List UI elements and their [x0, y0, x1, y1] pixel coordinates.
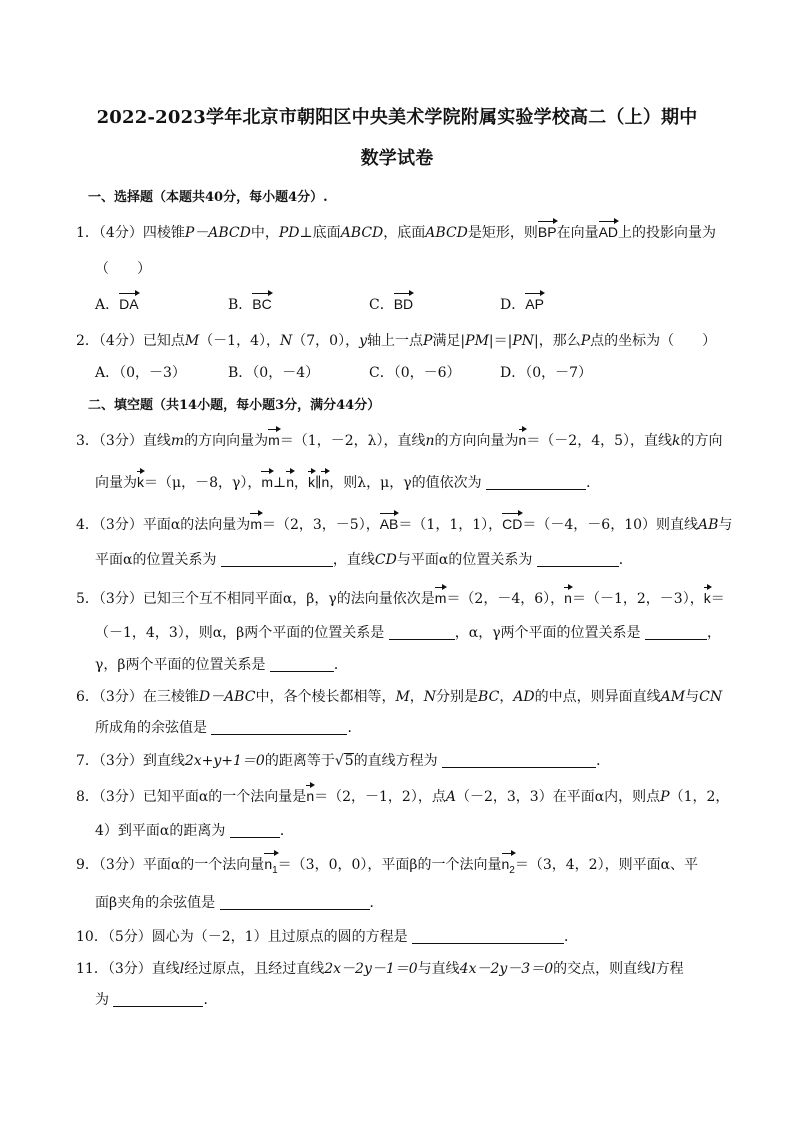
question-8-line2: 4）到平面α的距离为 ．	[95, 823, 294, 839]
answer-blank[interactable]	[486, 475, 586, 490]
q2-option-a[interactable]: A．（0，－3）	[95, 365, 186, 381]
answer-blank[interactable]	[220, 895, 370, 910]
answer-blank[interactable]	[412, 929, 564, 944]
vector-ad: AD	[598, 224, 619, 240]
question-6: 6．（3分）在三棱锥D－ABC中，各个棱长都相等，M，N分别是BC，AD的中点，则异面直线AM与CN	[76, 689, 723, 705]
section-choice-heading: 一、选择题（本题共40分，每小题4分）.	[88, 190, 328, 205]
answer-blank[interactable]	[270, 657, 334, 672]
question-4: 4．（3分）平面α的法向量为m＝（2，3，－5），AB＝（1，1，1），CD＝（－4，－6，10）则直线AB与	[76, 516, 733, 533]
answer-blank[interactable]	[221, 552, 333, 567]
answer-blank[interactable]	[389, 625, 455, 640]
answer-blank[interactable]	[230, 823, 280, 838]
question-9: 9．（3分）平面α的一个法向量$n_1=(3$，0，0），平面β的一个法向量$n_2=(3$，4，2），则平面α、平	[76, 856, 699, 876]
section-fill-heading: 二、填空题（共14小题，每小题3分，满分44分）	[88, 398, 381, 413]
q1-option-a[interactable]: A．DA	[95, 296, 139, 313]
exam-title-line2: 数学试卷	[360, 148, 434, 169]
q1-option-c[interactable]: C．BD	[369, 296, 414, 313]
answer-blank[interactable]	[645, 625, 707, 640]
answer-blank[interactable]	[211, 720, 347, 735]
question-9-line2: 面β夹角的余弦值是 ．	[95, 895, 384, 911]
question-1-paren: （ ）	[95, 261, 151, 277]
question-6-line2: 所成角的余弦值是 ．	[95, 720, 362, 736]
exam-title-line1: 2022-2023学年北京市朝阳区中央美术学院附属实验学校高二（上）期中	[96, 107, 698, 128]
q2-option-d[interactable]: D．（0，－7）	[500, 365, 593, 381]
question-10: 10．（5分）圆心为（－2，1）且过原点的圆的方程是 ．	[76, 929, 579, 945]
q2-option-c[interactable]: C．（0，－6）	[369, 365, 461, 381]
q2-option-b[interactable]: B．（0，－4）	[228, 365, 320, 381]
question-5-line3: γ，β两个平面的位置关系是 ．	[95, 657, 348, 673]
question-5-line2: （－1，4，3），则α，β两个平面的位置关系是 ，α，γ两个平面的位置关系是 ，	[95, 625, 722, 641]
answer-blank[interactable]	[537, 552, 619, 567]
question-7: 7．（3分）到直线2x+y+1＝0的距离等于√5的直线方程为 ．	[76, 753, 611, 769]
question-11: 11．（3分）直线l经过原点，且经过直线2x－2y－1＝0与直线4x－2y－3＝0的交点，则直线l方程	[76, 961, 684, 977]
question-2: 2．（4分）已知点M（－1，4），N（7，0），y轴上一点P满足|PM|＝|PN|，那么P点的坐标为（ ）	[76, 333, 717, 349]
q1-option-b[interactable]: B．BC	[228, 296, 272, 313]
vector-bp: BP	[537, 224, 557, 240]
question-8: 8．（3分）已知平面α的一个法向量是n＝（2，－1，2），点A（－2，3，3）在平面α内，则点P（1，2，	[76, 788, 730, 805]
question-5: 5．（3分）已知三个互不相同平面α，β，γ的法向量依次是m＝（2，－4，6），n＝（－1，2，－3），k＝	[76, 590, 725, 607]
question-11-line2: 为 ．	[95, 992, 218, 1008]
question-1: 1．（4分）四棱锥P－ABCD中，PD⊥底面ABCD，底面ABCD是矩形，则BP在向量AD上的投影向量为	[76, 224, 717, 241]
answer-blank[interactable]	[113, 992, 203, 1007]
answer-blank[interactable]	[442, 753, 596, 768]
q1-option-d[interactable]: D．AP	[500, 296, 544, 313]
question-3-line2: 向量为k＝（μ，－8，γ），m⊥n，k∥n，则λ，μ，γ的值依次为 ．	[95, 474, 601, 491]
question-4-line2: 平面α的位置关系为 ，直线CD与平面α的位置关系为 ．	[95, 552, 633, 568]
question-3: 3．（3分）直线m的方向向量为m＝（1，－2，λ），直线n的方向向量为n＝（－2，4，5），直线k的方向	[76, 432, 723, 449]
